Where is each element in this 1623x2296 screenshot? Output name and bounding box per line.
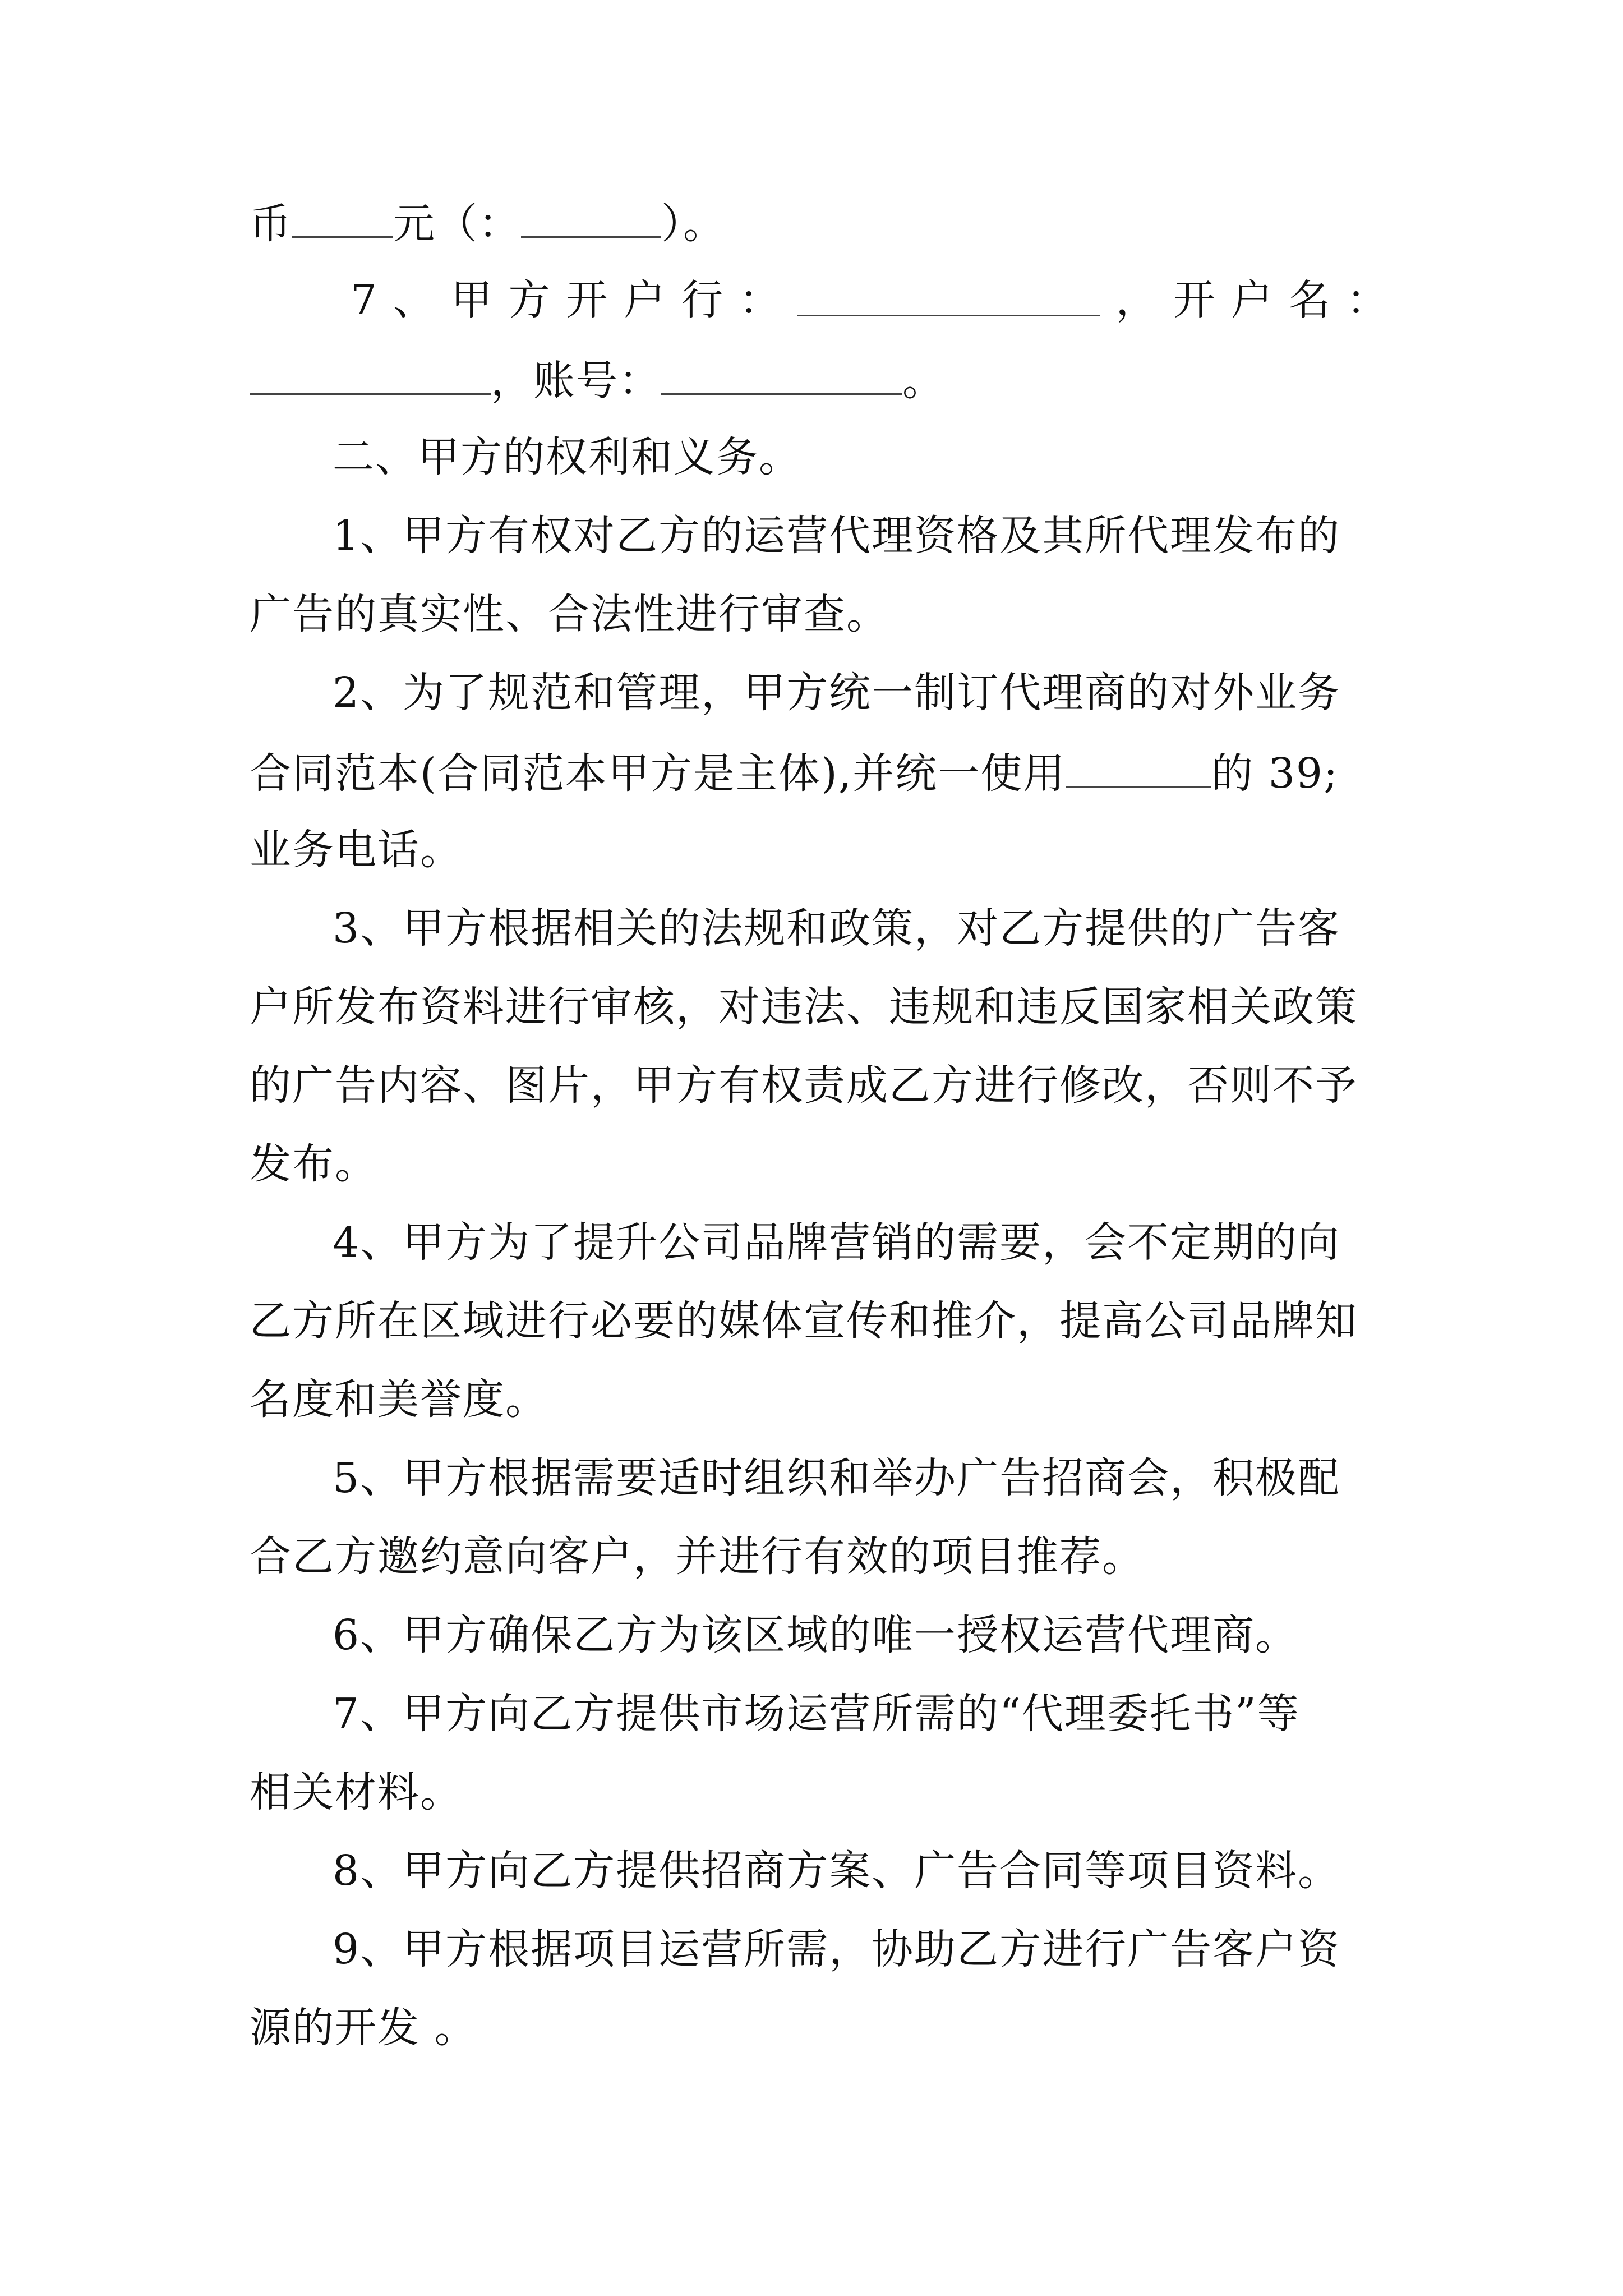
paragraph-line (250, 743, 1339, 799)
paragraph-line: 3、甲方根据相关的法规和政策，对乙方提供的广告客 (333, 904, 1341, 953)
paragraph-line: 广告的真实性、合法性进行审查。 (250, 590, 889, 638)
bank-name-blank[interactable] (797, 272, 1100, 316)
bank-char: ： (1346, 276, 1388, 324)
bank-char: 名 (1289, 276, 1331, 324)
paragraph-line: 的广告内容、图片，甲方有权责成乙方进行修改，否则不予 (250, 1061, 1358, 1110)
currency-unit: 元（： (393, 200, 521, 248)
bank-char: 开 (566, 276, 608, 324)
paragraph-line: 名度和美誉度。 (250, 1375, 548, 1424)
bank-char: 开 (1173, 276, 1215, 324)
bank-line (351, 272, 1388, 328)
account-line (250, 351, 945, 407)
paragraph-line: 乙方所在区域进行必要的媒体宣传和推介，提高公司品牌知 (250, 1297, 1358, 1345)
account-name-blank[interactable] (250, 351, 491, 395)
paragraph-line: 合乙方邀约意向客户，并进行有效的项目推荐。 (250, 1533, 1145, 1581)
currency-suffix: ）。 (661, 200, 726, 248)
paragraph-line: 源的开发 。 (250, 2004, 477, 2052)
paragraph-text: 的 39; (1211, 749, 1339, 798)
currency-prefix: 币 (250, 200, 292, 248)
paragraph-line: 发布。 (250, 1140, 377, 1188)
paragraph-line: 业务电话。 (250, 826, 463, 874)
bank-char: ， (1115, 276, 1158, 324)
amount-uppercase-blank[interactable] (521, 194, 661, 238)
paragraph-line: 2、为了规范和管理，甲方统一制订代理商的对外业务 (333, 669, 1341, 717)
paragraph-line: 1、甲方有权对乙方的运营代理资格及其所代理发布的 (333, 512, 1341, 560)
bank-char: 、 (393, 276, 435, 324)
paragraph-line: 7、甲方向乙方提供市场运营所需的“代理委托书”等 (333, 1690, 1300, 1738)
unified-name-blank[interactable] (1066, 743, 1211, 788)
bank-char: 行 (681, 276, 723, 324)
paragraph-line: 相关材料。 (250, 1768, 463, 1816)
paragraph-line: 8、甲方向乙方提供招商方案、广告合同等项目资料。 (333, 1847, 1341, 1895)
paragraph-line: 6、甲方确保乙方为该区域的唯一授权运营代理商。 (333, 1611, 1298, 1659)
bank-char: 户 (1231, 276, 1273, 324)
account-number-blank[interactable] (661, 351, 902, 395)
bank-char: 户 (624, 276, 666, 324)
bank-char: 7 (351, 276, 377, 324)
currency-line (250, 194, 726, 250)
paragraph-line: 4、甲方为了提升公司品牌营销的需要，会不定期的向 (333, 1218, 1341, 1267)
bank-char: 甲 (450, 276, 492, 324)
amount-blank[interactable] (292, 194, 393, 238)
account-suffix: 。 (902, 357, 945, 405)
paragraph-text: 合同范本(合同范本甲方是主体),并统一使用 (250, 749, 1066, 798)
paragraph-line: 9、甲方根据项目运营所需，协助乙方进行广告客户资 (333, 1925, 1341, 1973)
account-label: ，账号： (491, 357, 661, 405)
document-page (250, 0, 1388, 2296)
section-heading: 二、甲方的权利和义务。 (333, 433, 801, 481)
paragraph-line: 5、甲方根据需要适时组织和举办广告招商会，积极配 (333, 1454, 1341, 1502)
bank-char: 方 (508, 276, 550, 324)
paragraph-line: 户所发布资料进行审核，对违法、违规和违反国家相关政策 (250, 983, 1358, 1031)
bank-char: ： (739, 276, 781, 324)
